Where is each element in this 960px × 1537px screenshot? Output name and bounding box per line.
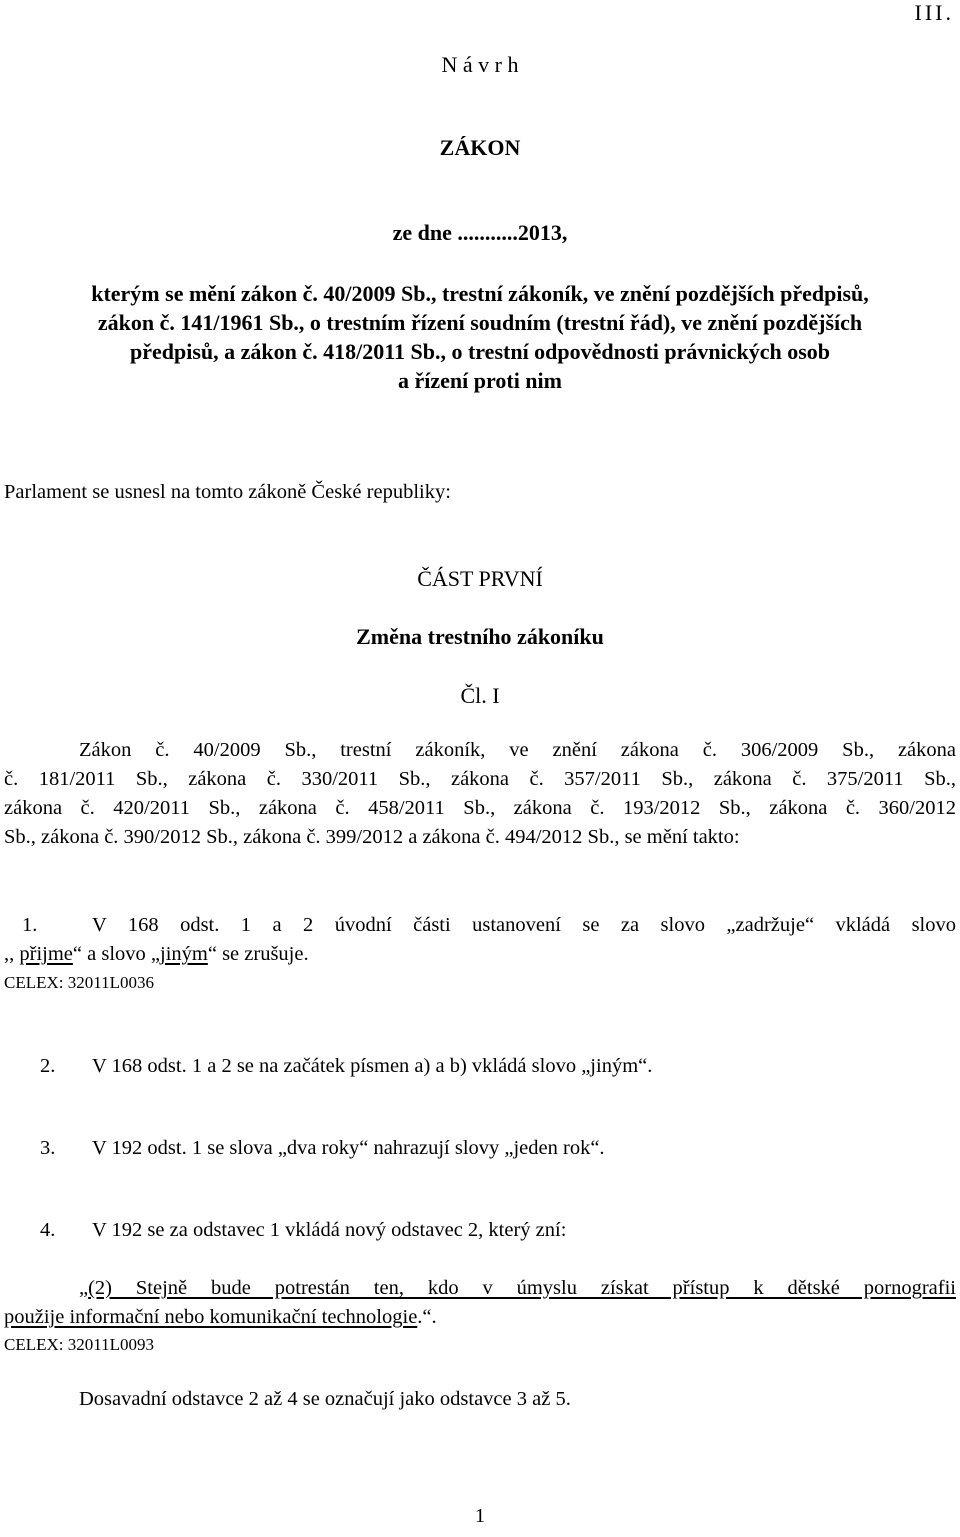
law-date: ze dne ...........2013, xyxy=(392,220,568,245)
quoted-paragraph-line-2 xyxy=(4,1306,437,1329)
law-title: ZÁKON xyxy=(439,135,521,160)
item-4-text: V 192 se za odstavec 1 vkládá nový odstavec 2, který zní: xyxy=(92,1219,567,1241)
subtitle-line-1: kterým se mění zákon č. 40/2009 Sb., trestní zákoník, ve znění pozdějších předpisů, xyxy=(91,281,869,306)
part-title: ČÁST PRVNÍ xyxy=(417,566,543,591)
part-heading: Změna trestního zákoníku xyxy=(356,624,604,649)
subtitle-line-4: a řízení proti nim xyxy=(398,368,562,393)
item-1-line-2 xyxy=(4,943,309,966)
subtitle-line-2: zákon č. 141/1961 Sb., o trestním řízení soudním (trestní řád), ve znění pozdějších xyxy=(97,310,863,335)
item-1-quote-suffix: “ se zrušuje. xyxy=(207,943,309,965)
item-4-celex: CELEX: 32011L0093 xyxy=(4,1335,154,1354)
quote-open-mark: „ xyxy=(79,1277,89,1299)
intro-sentence: Parlament se usnesl na tomto zákoně České republiky: xyxy=(4,481,451,503)
article-intro-line-2: č. 181/2011 Sb., zákona č. 330/2011 Sb., zákona č. 357/2011 Sb., zákona č. 375/2011 Sb., xyxy=(4,768,956,790)
article-intro-line-1: Zákon č. 40/2009 Sb., trestní zákoník, ve znění zákona č. 306/2009 Sb., zákona xyxy=(79,739,956,761)
item-4-number: 4. xyxy=(40,1219,56,1241)
item-2-text: V 168 odst. 1 a 2 se na začátek písmen a) a b) vkládá slovo „jiným“. xyxy=(92,1055,653,1077)
article-intro-line-3: zákona č. 420/2011 Sb., zákona č. 458/2011 Sb., zákona č. 193/2012 Sb., zákona č. 360/2012 xyxy=(4,797,956,819)
item-2-number: 2. xyxy=(40,1055,56,1077)
roman-numeral: III. xyxy=(914,0,954,25)
item-1-word-prijme: přijme xyxy=(19,943,73,965)
article-number: Čl. I xyxy=(460,683,500,708)
item-3-number: 3. xyxy=(40,1137,56,1159)
item-1-quote-prefix: ,, xyxy=(4,943,20,965)
subtitle-line-3: předpisů, a zákon č. 418/2011 Sb., o trestní odpovědnosti právnických osob xyxy=(129,339,831,364)
article-intro-line-4: Sb., zákona č. 390/2012 Sb., zákona č. 399/2012 a zákona č. 494/2012 Sb., se mění takto: xyxy=(4,826,740,848)
draft-label: N á v r h xyxy=(441,52,519,77)
item-1-quote-mid: “ a slovo „ xyxy=(72,943,160,965)
quote-text-line-2: použije informační nebo komunikační technologie xyxy=(4,1306,418,1328)
item-1-word-jinym: jiným xyxy=(160,943,208,965)
quoted-paragraph-line-1 xyxy=(79,1277,956,1300)
item-1-number: 1. xyxy=(22,914,38,936)
item-3-text: V 192 odst. 1 se slova „dva roky“ nahrazují slovy „jeden rok“. xyxy=(92,1137,605,1159)
page-number: 1 xyxy=(474,1505,486,1527)
item-1-line-1: V 168 odst. 1 a 2 úvodní části ustanovení se za slovo „zadržuje“ vkládá slovo xyxy=(92,914,956,936)
closing-sentence: Dosavadní odstavce 2 až 4 se označují jako odstavce 3 až 5. xyxy=(79,1388,571,1410)
item-1-celex: CELEX: 32011L0036 xyxy=(4,973,154,992)
quote-close-mark: .“. xyxy=(417,1306,437,1328)
quote-text-line-1: (2) Stejně bude potrestán ten, kdo v úmyslu získat přístup k dětské pornografii xyxy=(88,1277,956,1299)
